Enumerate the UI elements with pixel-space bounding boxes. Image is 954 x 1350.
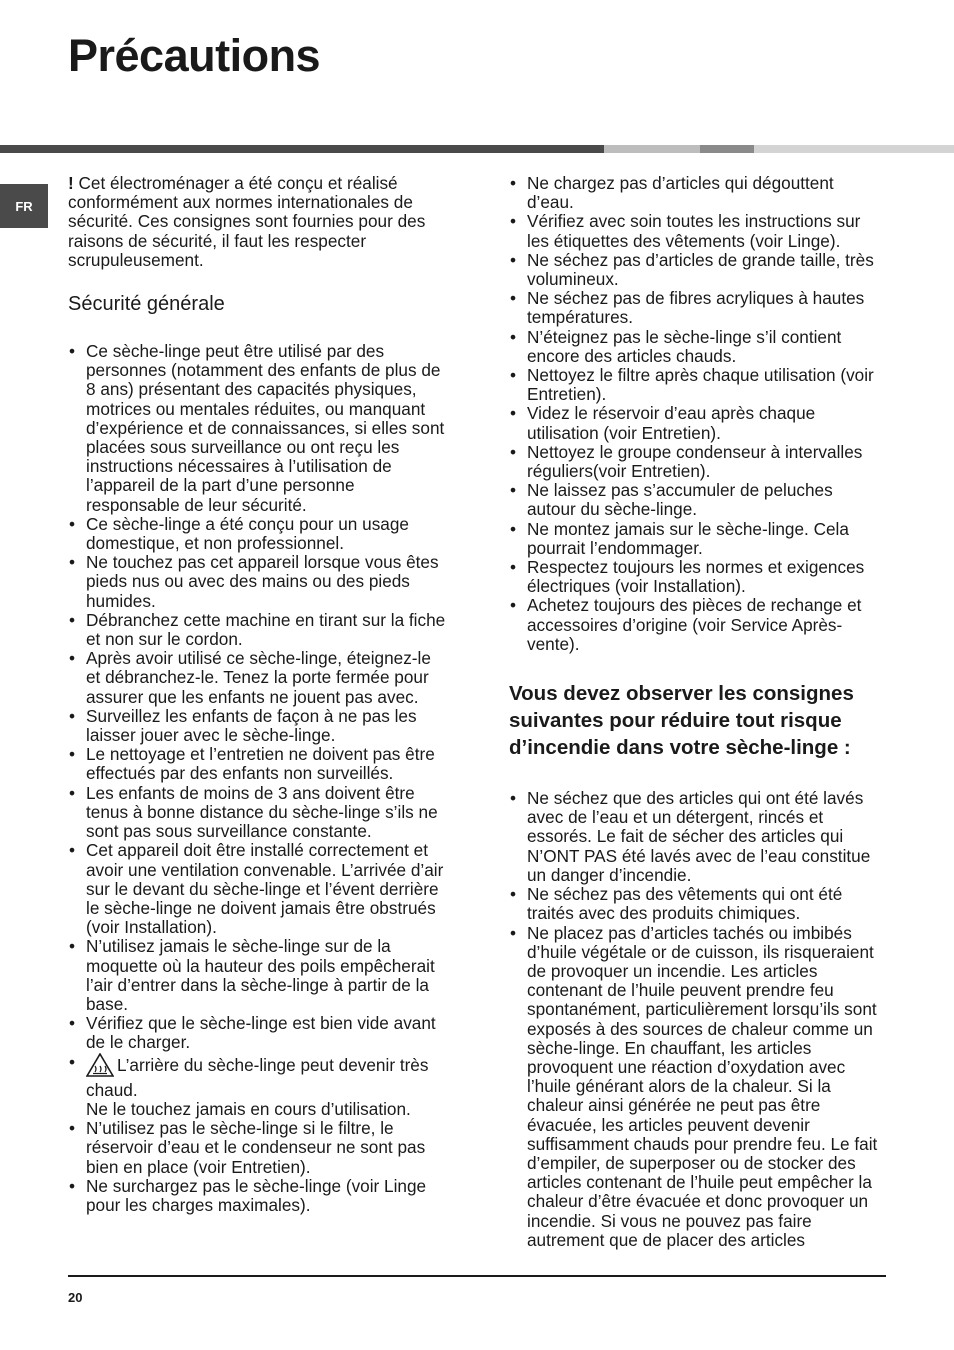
intro-exclamation-mark: ! — [68, 173, 74, 193]
dryer-care-list — [509, 174, 881, 654]
list-item: • Ne surchargez pas le sèche-linge (voir Linge pour les charges maximales). — [68, 1177, 448, 1215]
right-column — [509, 174, 881, 1250]
page-number: 20 — [68, 1290, 83, 1305]
header-rule-mid — [700, 145, 754, 153]
list-item: • Ne montez jamais sur le sèche-linge. Cela pourrait l’endommager. — [509, 520, 881, 558]
list-item: • Ne séchez pas d’articles de grande taille, très volumineux. — [509, 251, 881, 289]
footer-rule — [68, 1275, 886, 1277]
hot-surface-warning-icon — [86, 1053, 114, 1081]
list-item: • Nettoyez le filtre après chaque utilisation (voir Entretien). — [509, 366, 881, 404]
list-item: • Ce sèche-linge peut être utilisé par des personnes (notamment des enfants de plus de 8 ans) présentant des capacités physiques, motrices ou mentales réduites, ou manquant d’expérience et de connaissances, si elles sont placées sous surveillance ou ont reçu les instructions nécessaires à l’utilisation de l’appareil de la part d’une personne responsable de leur sécurité. — [68, 342, 448, 515]
list-item: • N’éteignez pas le sèche-linge s’il contient encore des articles chauds. — [509, 328, 881, 366]
list-item-hot-surface — [68, 1053, 448, 1120]
list-item: • Videz le réservoir d’eau après chaque utilisation (voir Entretien). — [509, 404, 881, 442]
list-item: • Vérifiez que le sèche-linge est bien vide avant de le charger. — [68, 1014, 448, 1052]
list-item: • Ne placez pas d’articles tachés ou imbibés d’huile végétale or de cuisson, ils risqueraient de provoquer un incendie. Les articles contenant de l’huile peuvent prendre feu spontanément, particulièrement lorsqu’ils sont exposés à des sources de chaleur comme un sèche-linge. En chauffant, les articles provoquent une réaction d’oxydation avec l’huile générant alors de la chaleur. Si la chaleur ainsi générée ne peut pas être évacuée, les articles peuvent devenir suffisamment chauds pour prendre feu. Le fait d’empiler, de superposer ou de stocker des articles contenant de l’huile peut empêcher la chaleur d’être évacuée et donc provoquer un incendie. Si vous ne pouvez pas faire autrement que de placer des articles — [509, 924, 881, 1250]
list-item: • Ne chargez pas d’articles qui dégouttent d’eau. — [509, 174, 881, 212]
list-item: • Cet appareil doit être installé correctement et avoir une ventilation convenable. L’arrivée d’air sur le devant du sèche-linge et l’évent derrière le sèche-linge ne doivent jamais être obstrués (voir Installation). — [68, 841, 448, 937]
list-item: • Le nettoyage et l’entretien ne doivent pas être effectués par des enfants non surveillés. — [68, 745, 448, 783]
section-heading-general-safety: Sécurité générale — [68, 293, 225, 316]
intro-paragraph — [68, 174, 448, 270]
list-item: • Nettoyez le groupe condenseur à intervalles réguliers(voir Entretien). — [509, 443, 881, 481]
header-rule-dark — [0, 145, 604, 153]
list-item: • Ce sèche-linge a été conçu pour un usage domestique, et non professionnel. — [68, 515, 448, 553]
general-safety-list — [68, 342, 448, 1215]
list-item: • Les enfants de moins de 3 ans doivent être tenus à bonne distance du sèche-linge s’ils ne sont pas sous surveillance constante. — [68, 784, 448, 842]
fire-risk-list — [509, 789, 881, 1250]
list-item: • Achetez toujours des pièces de rechange et accessoires d’origine (voir Service Après-vente). — [509, 596, 881, 654]
section-heading-fire-risk: Vous devez observer les consignes suivantes pour réduire tout risque d’incendie dans votre sèche-linge : — [509, 682, 854, 760]
left-column — [68, 174, 448, 1215]
list-item: • N’utilisez jamais le sèche-linge sur de la moquette où la hauteur des poils empêcherait l’air d’entrer dans la sèche-linge à partir de la base. — [68, 937, 448, 1014]
header-rule-lighter — [754, 145, 954, 153]
intro-text: Cet électroménager a été conçu et réalisé conformément aux normes internationales de sécurité. Ces consignes sont fournies pour des raisons de sécurité, il faut les respecter scrupuleusement. — [68, 173, 426, 270]
page-title: Précautions — [68, 30, 321, 81]
header-rule-light — [604, 145, 700, 153]
list-item: • Vérifiez avec soin toutes les instructions sur les étiquettes des vêtements (voir Linge). — [509, 212, 881, 250]
language-tab: FR — [0, 184, 48, 228]
list-item: • Ne séchez pas des vêtements qui ont été traités avec des produits chimiques. — [509, 885, 881, 923]
list-item: • Surveillez les enfants de façon à ne pas les laisser jouer avec le sèche-linge. — [68, 707, 448, 745]
hot-surface-text-2: Ne le touchez jamais en cours d’utilisation. — [86, 1098, 411, 1119]
list-item: • Ne laissez pas s’accumuler de peluches autour du sèche-linge. — [509, 481, 881, 519]
hot-surface-text: L’arrière du sèche-linge peut devenir très chaud. — [86, 1054, 429, 1100]
list-item: • Ne touchez pas cet appareil lorsque vous êtes pieds nus ou avec des mains ou des pieds humides. — [68, 553, 448, 611]
list-item: • Ne séchez pas de fibres acryliques à hautes températures. — [509, 289, 881, 327]
list-item: • Respectez toujours les normes et exigences électriques (voir Installation). — [509, 558, 881, 596]
list-item: • Après avoir utilisé ce sèche-linge, éteignez-le et débranchez-le. Tenez la porte fermée pour assurer que les enfants ne jouent pas avec. — [68, 649, 448, 707]
list-item: • N’utilisez pas le sèche-linge si le filtre, le réservoir d’eau et le condenseur ne sont pas bien en place (voir Entretien). — [68, 1119, 448, 1177]
list-item: • Débranchez cette machine en tirant sur la fiche et non sur le cordon. — [68, 611, 448, 649]
list-item: • Ne séchez que des articles qui ont été lavés avec de l’eau et un détergent, rincés et essorés. Le fait de sécher des articles qui N’ONT PAS été lavés avec de l’eau constitue un danger d’incendie. — [509, 789, 881, 885]
